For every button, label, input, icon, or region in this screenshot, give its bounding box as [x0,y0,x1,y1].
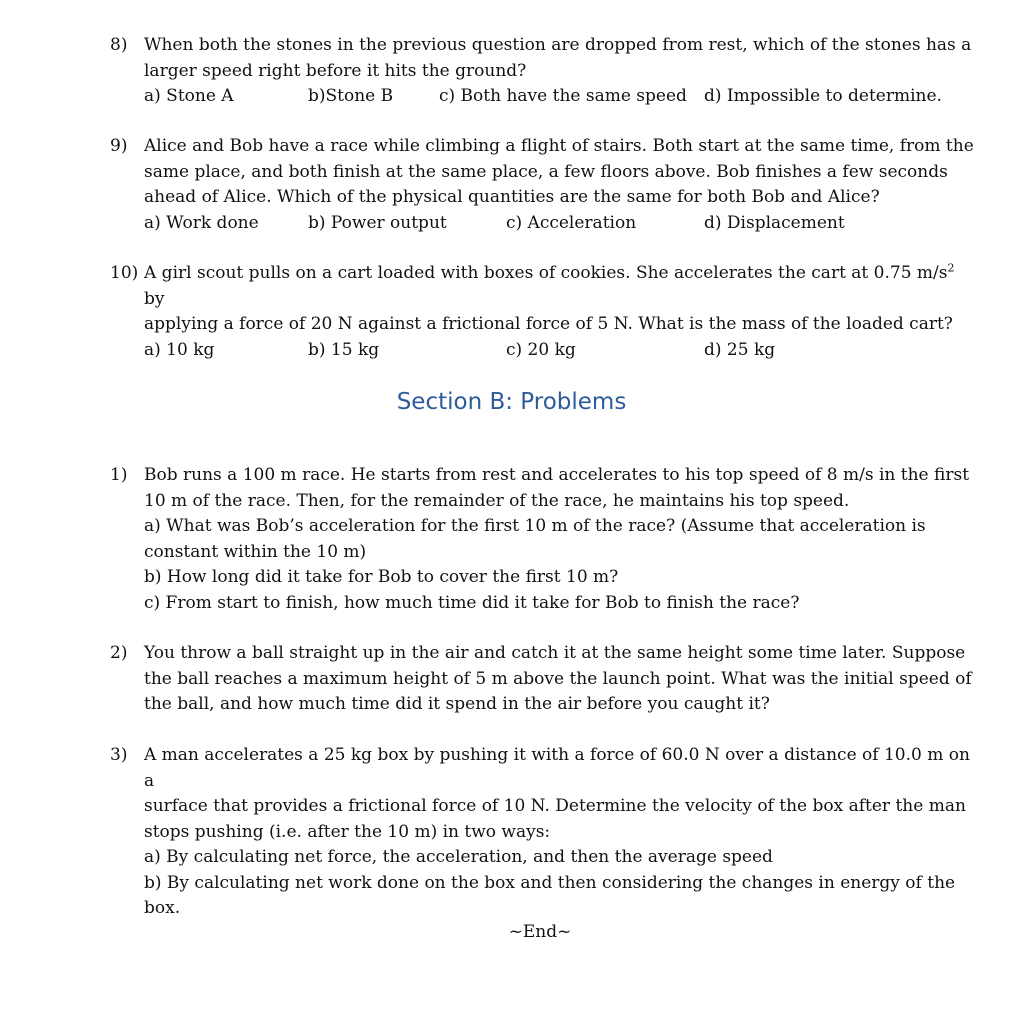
question-text-line: ahead of Alice. Which of the physical quantities are the same for both Bob and Alice? [144,187,880,207]
problem-text-line: You throw a ball straight up in the air and catch it at the same height some time later. Suppose [144,643,966,663]
question-text-line: larger speed right before it hits the ground? [144,60,527,81]
answer-options [144,84,980,110]
problem-text-line: Bob runs a 100 m race. He starts from rest and accelerates to his top speed of 8 m/s in the first [144,465,970,485]
option-d: d) Impossible to determine. [704,86,942,106]
problem-1 [110,463,980,616]
problem-number: 1) [110,465,128,485]
problem-2 [110,641,980,718]
option-b: b)Stone B [308,86,394,106]
option-a: a) Stone A [144,86,234,106]
question-text-line: applying a force of 20 N against a frictional force of 5 N. What is the mass of the loaded cart? [144,314,953,334]
option-c: c) Both have the same speed [439,86,687,106]
problem-text-line: c) From start to finish, how much time did it take for Bob to finish the race? [144,592,800,613]
problem-number: 3) [110,745,128,765]
problem-text-line: a) By calculating net force, the acceleration, and then the average speed [144,847,773,867]
problem-text-line: b) How long did it take for Bob to cover the first 10 m? [144,567,619,587]
end-marker: ~End~ [508,922,572,942]
problem-text-line: A man accelerates a 25 kg box by pushing it with a force of 60.0 N over a distance of 10.0 m on a [144,745,970,791]
option-a: a) Work done [144,212,259,233]
problem-3 [110,743,980,922]
problem-text-line: 10 m of the race. Then, for the remainder of the race, he maintains his top speed. [144,490,850,511]
section-heading: Section B: Problems [396,389,627,415]
question-9 [110,134,980,236]
problem-body [144,641,980,718]
question-8 [110,33,980,110]
problem-text-line: box. [144,898,181,918]
question-text-line [144,261,980,312]
problem-text-line: the ball reaches a maximum height of 5 m above the launch point. What was the initial speed of [144,668,972,689]
question-text-fragment: by [144,288,165,309]
answer-options [144,338,980,364]
answer-options [144,211,980,237]
problem-text-line: b) By calculating net work done on the box and then considering the changes in energy of the [144,872,956,893]
option-d: d) Displacement [704,212,845,233]
option-d: d) 25 kg [704,339,776,360]
option-b: b) Power output [308,212,447,233]
problem-text-line: surface that provides a frictional force of 10 N. Determine the velocity of the box after the man [144,796,966,816]
option-a: a) 10 kg [144,339,215,360]
option-b: b) 15 kg [308,339,380,360]
problem-body [144,463,980,616]
question-number: 10) [110,263,139,283]
question-text-line: Alice and Bob have a race while climbing a flight of stairs. Both start at the same time, from the [144,136,974,156]
question-10 [110,261,980,363]
question-number: 9) [110,136,128,156]
question-number: 8) [110,35,128,55]
question-body [144,261,980,363]
option-c: c) 20 kg [506,339,576,360]
question-text-line: same place, and both finish at the same place, a few floors above. Bob finishes a few seconds [144,161,948,182]
question-body [144,134,980,236]
question-text-line: When both the stones in the previous question are dropped from rest, which of the stones has a [144,35,972,55]
problem-text-line: stops pushing (i.e. after the 10 m) in two ways: [144,821,551,842]
problem-text-line: constant within the 10 m) [144,541,367,562]
option-c: c) Acceleration [506,212,637,233]
question-text-fragment: A girl scout pulls on a cart loaded with boxes of cookies. She accelerates the cart at 0.75 m/s [144,263,948,283]
superscript: 2 [947,261,955,275]
problem-number: 2) [110,643,128,663]
problem-body [144,743,980,922]
problem-text-line: a) What was Bob’s acceleration for the first 10 m of the race? (Assume that acceleration is [144,516,926,536]
problem-text-line: the ball, and how much time did it spend in the air before you caught it? [144,694,770,714]
question-body [144,33,980,110]
